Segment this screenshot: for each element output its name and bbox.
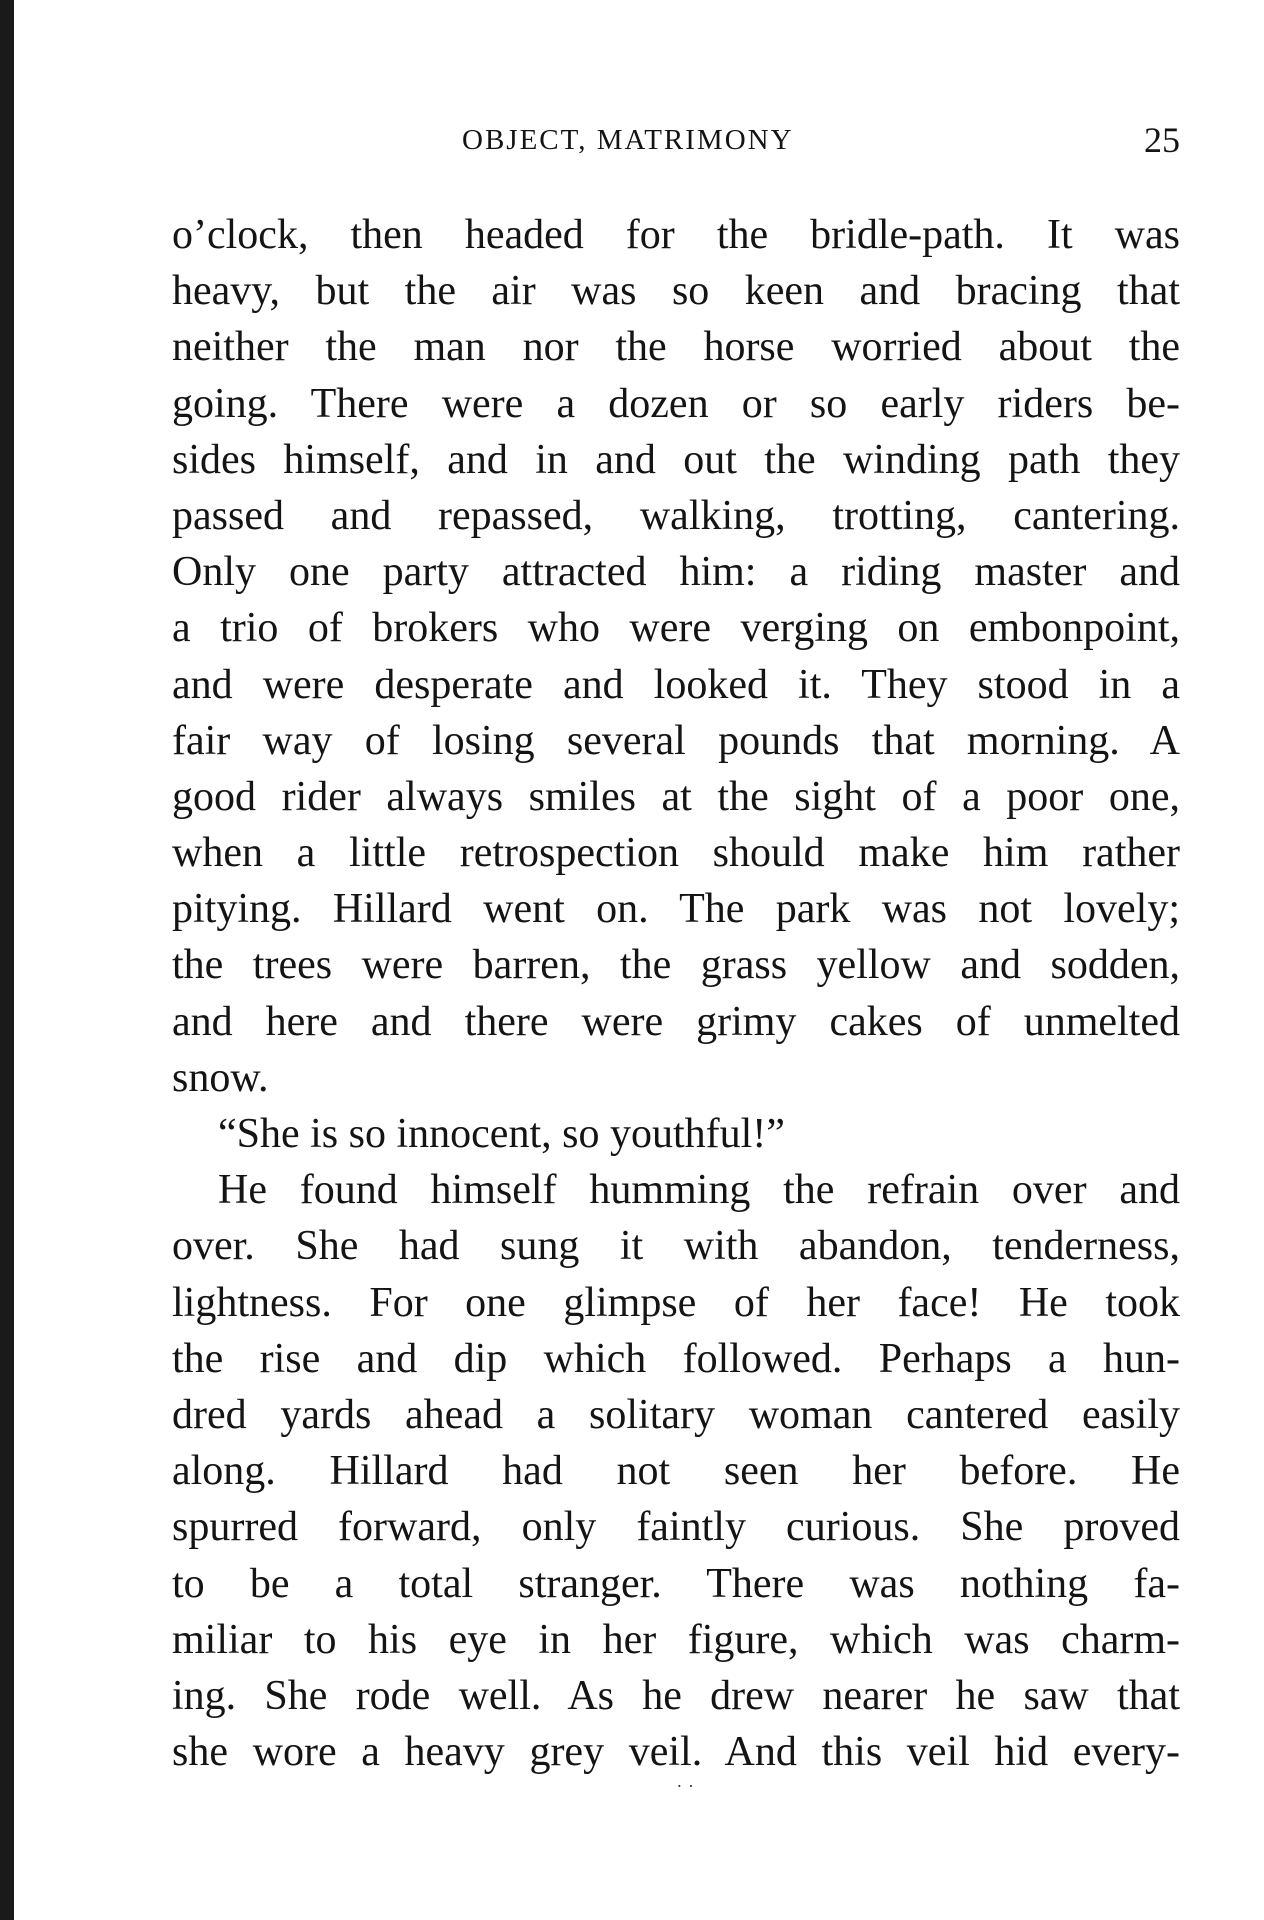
running-title: OBJECT, MATRIMONY	[462, 124, 794, 156]
text-line: neither the man nor the horse worried about the	[172, 324, 1180, 371]
text-line: miliar to his eye in her figure, which was charm-	[172, 1616, 1180, 1663]
text-line: o’clock, then headed for the bridle-path. It was	[172, 212, 1180, 258]
text-line: and were desperate and looked it. They stood in a	[172, 661, 1180, 708]
text-line: Only one party attracted him: a riding master and	[172, 549, 1180, 596]
page-number: 25	[1144, 120, 1180, 160]
text-line: dred yards ahead a solitary woman cantered easily	[172, 1391, 1180, 1438]
text-line: the rise and dip which followed. Perhaps a hun-	[172, 1335, 1180, 1382]
text-line: when a little retrospection should make him rather	[172, 830, 1180, 877]
page-binding-edge	[0, 0, 14, 1920]
text-line: along. Hillard had not seen her before. He	[172, 1448, 1180, 1495]
text-line: He found himself humming the refrain over and	[218, 1167, 1180, 1214]
text-line: snow.	[172, 1054, 269, 1101]
text-line: going. There were a dozen or so early riders be-	[172, 380, 1180, 427]
print-specks: ˙ ˙	[676, 1781, 695, 1803]
text-line: sides himself, and in and out the winding path they	[172, 436, 1180, 483]
text-line: pitying. Hillard went on. The park was not lovely;	[172, 886, 1180, 933]
text-line: “She is so innocent, so youthful!”	[218, 1111, 785, 1157]
page-header	[172, 118, 1180, 162]
text-line: the trees were barren, the grass yellow and sodden,	[172, 942, 1180, 989]
text-line: over. She had sung it with abandon, tenderness,	[172, 1223, 1180, 1270]
text-line: heavy, but the air was so keen and bracing that	[172, 268, 1180, 315]
text-line: lightness. For one glimpse of her face! He took	[172, 1279, 1180, 1326]
text-line: spurred forward, only faintly curious. She proved	[172, 1504, 1180, 1551]
text-line: ing. She rode well. As he drew nearer he saw that	[172, 1672, 1180, 1719]
text-line: and here and there were grimy cakes of unmelted	[172, 998, 1180, 1045]
body-text	[172, 207, 1180, 1780]
text-line: to be a total stranger. There was nothing fa-	[172, 1560, 1180, 1607]
text-line: good rider always smiles at the sight of a poor one,	[172, 773, 1180, 820]
text-line: passed and repassed, walking, trotting, cantering.	[172, 492, 1180, 539]
text-line: she wore a heavy grey veil. And this veil hid every-	[172, 1729, 1180, 1776]
text-line: a trio of brokers who were verging on embonpoint,	[172, 605, 1180, 652]
text-line: fair way of losing several pounds that morning. A	[172, 717, 1180, 764]
